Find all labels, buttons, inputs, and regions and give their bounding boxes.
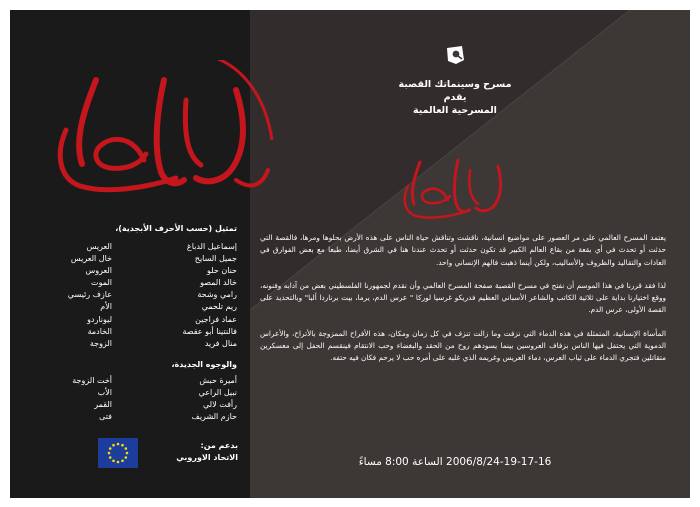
cast-heading: تمثيل (حسب الأحرف الأبجدية)، [115,224,237,233]
cast-list [22,224,237,423]
presenter-block [395,78,515,117]
title-calligraphy-small [398,152,518,222]
actor-name: رامي وشحة [197,290,237,300]
role-name: خال العريس [70,254,112,264]
actor-name: منال فريد [204,338,237,348]
role-name: العروس [85,266,112,276]
presenter-line-2: يقدم [443,92,467,103]
cast-row [22,399,237,411]
presenter-line-1: مسرح وسينماتك القصبة [398,79,512,90]
actor-name: خالد المصو [200,278,237,288]
cast-row [22,338,237,350]
show-dates: 2006/8/24-19-17-16 الساعة 8:00 مساءً [358,456,552,468]
presenter-line-3: المسرحية العالمية [413,105,497,116]
actor-name: فالنتينا أبو عقصة [182,326,237,336]
cast-row [22,326,237,338]
cast-row [22,301,237,313]
role-name: الأم [100,302,112,312]
sponsor-line-2: الاتحاد الاوروبي [176,453,238,462]
description-paragraph-3: المأساة الإنسانية، المتمثلة في هذه الدماء التي نزفت وما زالت تنزف في كل زمان ومكان، هذه الأفراح الممزوجة بالأتراح، والأعراس الدموية التي يحتفل فيها الناس بزفاف العروسين بينما يسودهم روح من الحقد والبغضاء وحب الانتقام فينقسم الحفل إلى معسكرين متقاتلين فتجري الدماء على ثياب العرس، دماء العريس وغريمه الذي غلبه على أمره حب لا يرحم فكان فيه حتفه. [260,328,666,363]
cast-row [22,387,237,399]
actor-name: عماد فراجين [195,314,237,324]
new-faces-heading: والوجوه الجديدة، [171,359,237,369]
cast-row [22,375,237,387]
actor-name: جميل السايح [194,254,237,264]
description [260,232,666,376]
cast-row [22,289,237,301]
cast-row [22,241,237,253]
theatre-logo-icon [444,44,466,66]
description-paragraph-2: لذا فقد قررنا في هذا الموسم أن نفتح في مسرح القصبة صفحة المسرح العالمي وأن نقدم لجمهورنا الفلسطيني بعض من آدابه وفنونه، ووقع اختيارنا بداية على ثلاثية الكاتب والشاعر الأسباني العظيم فدريكو غرسيا لوركا " عرس الدم، يرما، بيت برناردا ألبا" وبالتحديد على القصة الأولى، عرس الدم. [260,280,666,315]
poster [10,10,690,498]
description-paragraph-1: يعتمد المسرح العالمي على مر العصور على مواضيع انسانية، ناقشت وتناقش حياة الناس على هذه الأرض بحلوها ومرها، فالقصة التي حدثت أو تحدث في أي بقعة من بقاع العالم الكبير قد تكون حدثت أو تحدث عندنا هنا في الشرق أيضا، طبعا مع بعض الفوارق في العادات والتقاليد والظروف والأساليب، ولكن أينما ذهبت فالهم الإنساني واحد. [260,233,666,267]
cast-row [22,253,237,265]
role-name: الخادمة [87,326,112,336]
actor-name: رأفت لالي [203,400,237,410]
sponsor-block [98,438,238,474]
role-name: الأب [97,387,112,397]
title-calligraphy-large [36,60,276,210]
sponsor-line-1: بدعم من: [200,441,238,450]
eu-flag-icon [98,438,138,468]
cast-row [22,314,237,326]
role-name: فتى [99,412,112,422]
role-name: العريس [86,242,112,251]
actor-name: إسماعيل الدباغ [186,242,237,251]
cast-row [22,411,237,423]
cast-row [22,277,237,289]
role-name: ليوناردو [87,314,112,324]
role-name: عازف رئيسي [67,290,112,300]
actor-name: ريم تلحمي [201,302,237,312]
role-name: الزوجة [89,338,112,348]
actor-name: حازم الشريف [191,412,237,422]
sponsor-text [148,440,238,464]
actor-name: أميرة حبش [199,375,237,385]
title-text: عرس الدم [36,60,41,61]
actor-name: حنان حلو [207,266,237,276]
role-name: أخت الزوجة [72,375,112,385]
role-name: القمر [94,400,112,410]
cast-row [22,265,237,277]
actor-name: نبيل الراعي [198,387,237,397]
role-name: الموت [91,278,112,288]
